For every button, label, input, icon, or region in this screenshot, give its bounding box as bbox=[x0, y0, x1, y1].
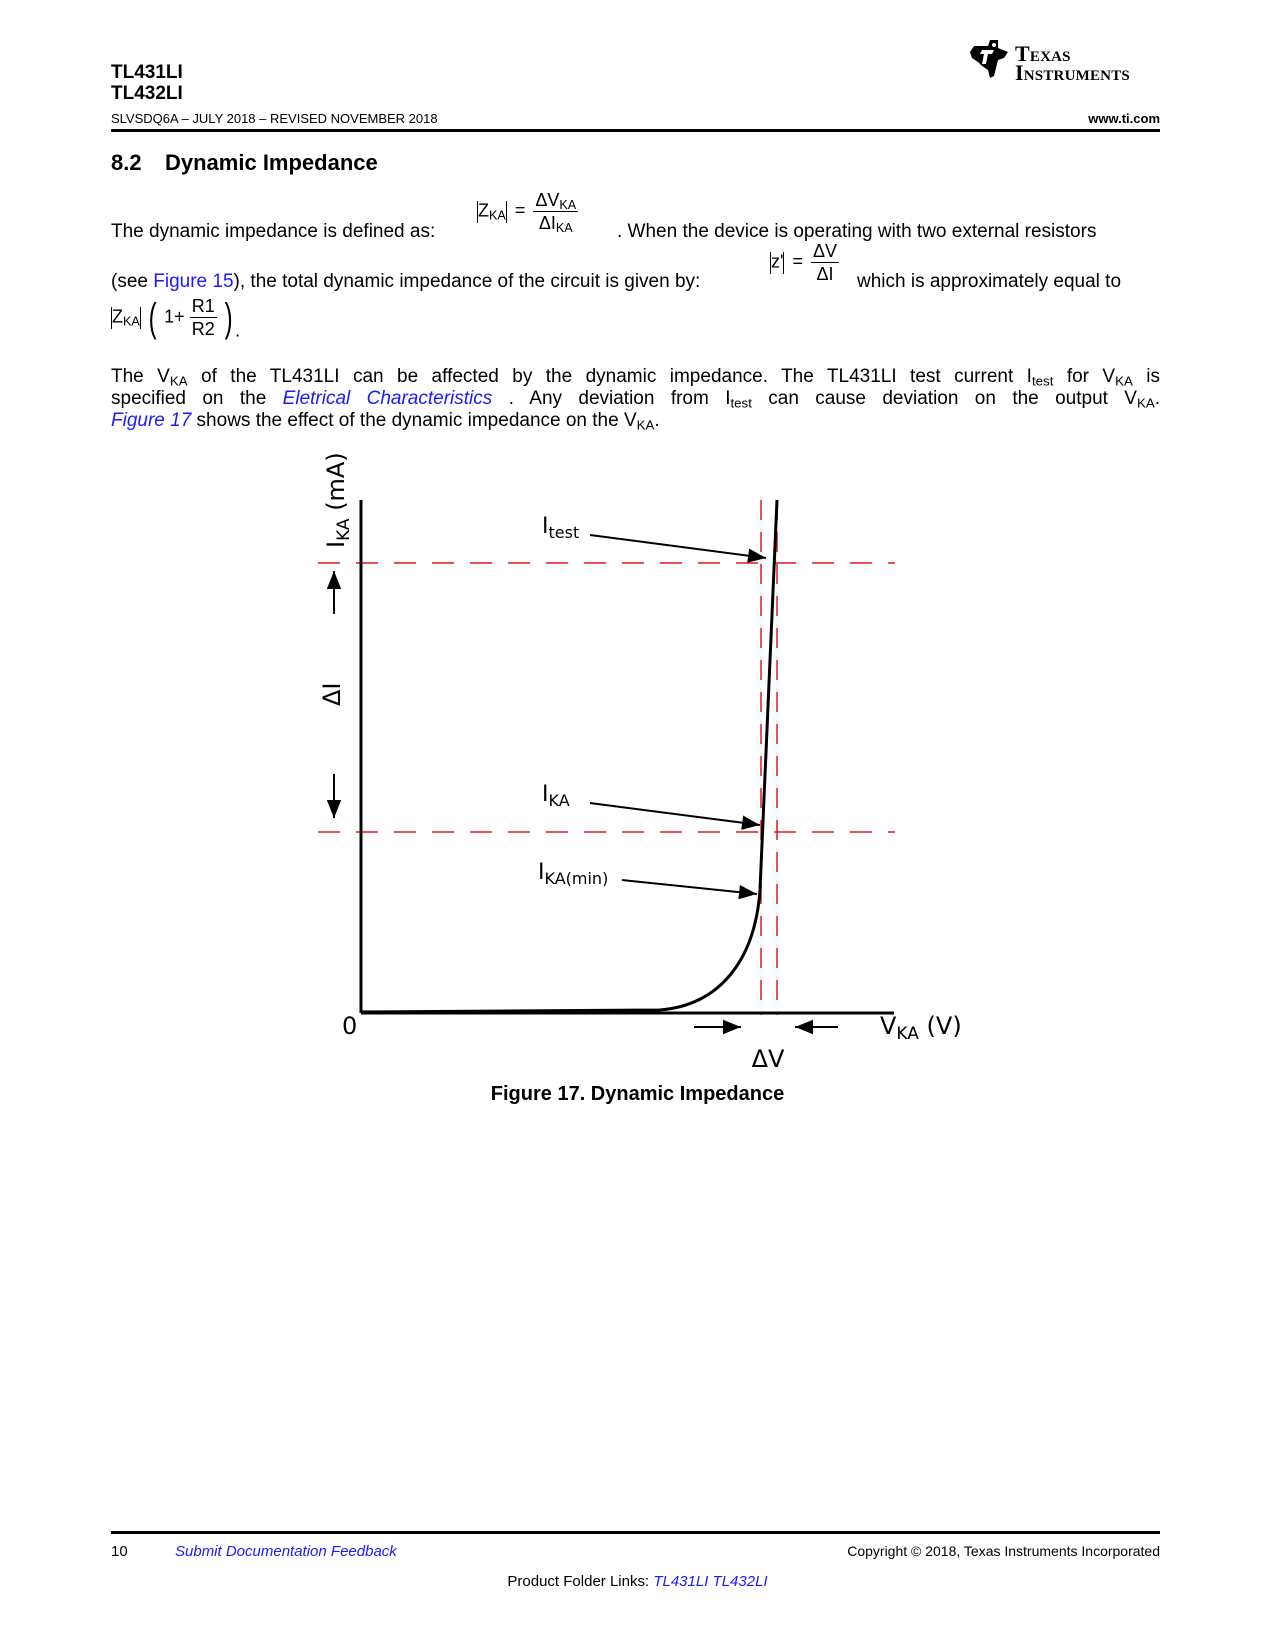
section-title: Dynamic Impedance bbox=[165, 150, 378, 175]
figure-17-link[interactable]: Figure 17 bbox=[111, 410, 192, 431]
iv-curve bbox=[361, 500, 777, 1012]
para1-line1-start: The dynamic impedance is defined as: bbox=[111, 221, 436, 242]
para1-line2-end: which is approximately equal to bbox=[857, 271, 1122, 292]
electrical-characteristics-link[interactable]: Eletrical Characteristics bbox=[282, 388, 493, 409]
website-link[interactable]: www.ti.com bbox=[1088, 111, 1160, 126]
part-number-1: TL431LI bbox=[111, 62, 183, 83]
figure-15-link[interactable]: Figure 15 bbox=[153, 271, 234, 292]
ti-logo-text: Texas Instruments bbox=[1015, 41, 1130, 85]
delta-v-label: ΔV bbox=[751, 1045, 785, 1073]
tl431li-link[interactable]: TL431LI bbox=[653, 1573, 709, 1590]
document-id: SLVSDQ6A – JULY 2018 – REVISED NOVEMBER 2018 bbox=[111, 111, 438, 126]
para2-line3: Figure 17 shows the effect of the dynamic impedance on the $V_{KA}$. bbox=[111, 410, 660, 433]
para2-line1: The $V_{KA}$ of the TL431LI can be affected by the dynamic impedance. The TL431LI test current $I_{test}$ for $V_{KA}$ is bbox=[111, 366, 1160, 389]
delta-i-label: ΔI bbox=[318, 682, 346, 706]
ika-arrow bbox=[590, 803, 760, 825]
product-folder-links: Product Folder Links: TL431LI TL432LI bbox=[507, 1573, 768, 1590]
y-axis-label: $I_{KA}$ (mA) bbox=[322, 452, 354, 548]
footer-rule bbox=[111, 1531, 1160, 1534]
para1-line1-end: . When the device is operating with two external resistors bbox=[617, 221, 1097, 242]
submit-feedback-link[interactable]: Submit Documentation Feedback bbox=[175, 1543, 397, 1560]
equation-total-impedance: $Z_{KA}$ ( 1+ $\frac{R1}{R2}$ ) . bbox=[112, 295, 241, 341]
page-number: 10 bbox=[111, 1543, 128, 1560]
copyright: Copyright © 2018, Texas Instruments Incorporated bbox=[847, 1543, 1160, 1559]
itest-label: $I_{test}$ bbox=[542, 514, 580, 542]
equation-zka: $Z_{KA}$ = $\frac{\Delta V_{KA}}{\Delta I_{KA}}$ bbox=[478, 190, 577, 236]
tl432li-link[interactable]: TL432LI bbox=[712, 1573, 768, 1590]
itest-arrow bbox=[590, 535, 766, 558]
section-number: 8.2 bbox=[111, 150, 142, 175]
ikamin-label: $I_{KA(min)}$ bbox=[538, 860, 609, 888]
equation-z-prime: z' = $\frac{\Delta V}{\Delta I}$ bbox=[771, 241, 838, 284]
figure-caption: Figure 17. Dynamic Impedance bbox=[490, 1083, 785, 1105]
ika-label: $I_{KA}$ bbox=[542, 782, 570, 810]
part-number-2: TL432LI bbox=[111, 83, 183, 104]
x-axis-label: $V_{KA}$ (V) bbox=[880, 1012, 962, 1044]
para1-line2: (see Figure 15), the total dynamic impedance of the circuit is given by: bbox=[111, 271, 701, 292]
para2-line2: specified on the Eletrical Characteristics . Any deviation from $I_{test}$ can cause deviation on the output $V_{KA}$. bbox=[111, 388, 1161, 411]
ikamin-arrow bbox=[622, 880, 757, 894]
origin-label: 0 bbox=[342, 1012, 358, 1040]
